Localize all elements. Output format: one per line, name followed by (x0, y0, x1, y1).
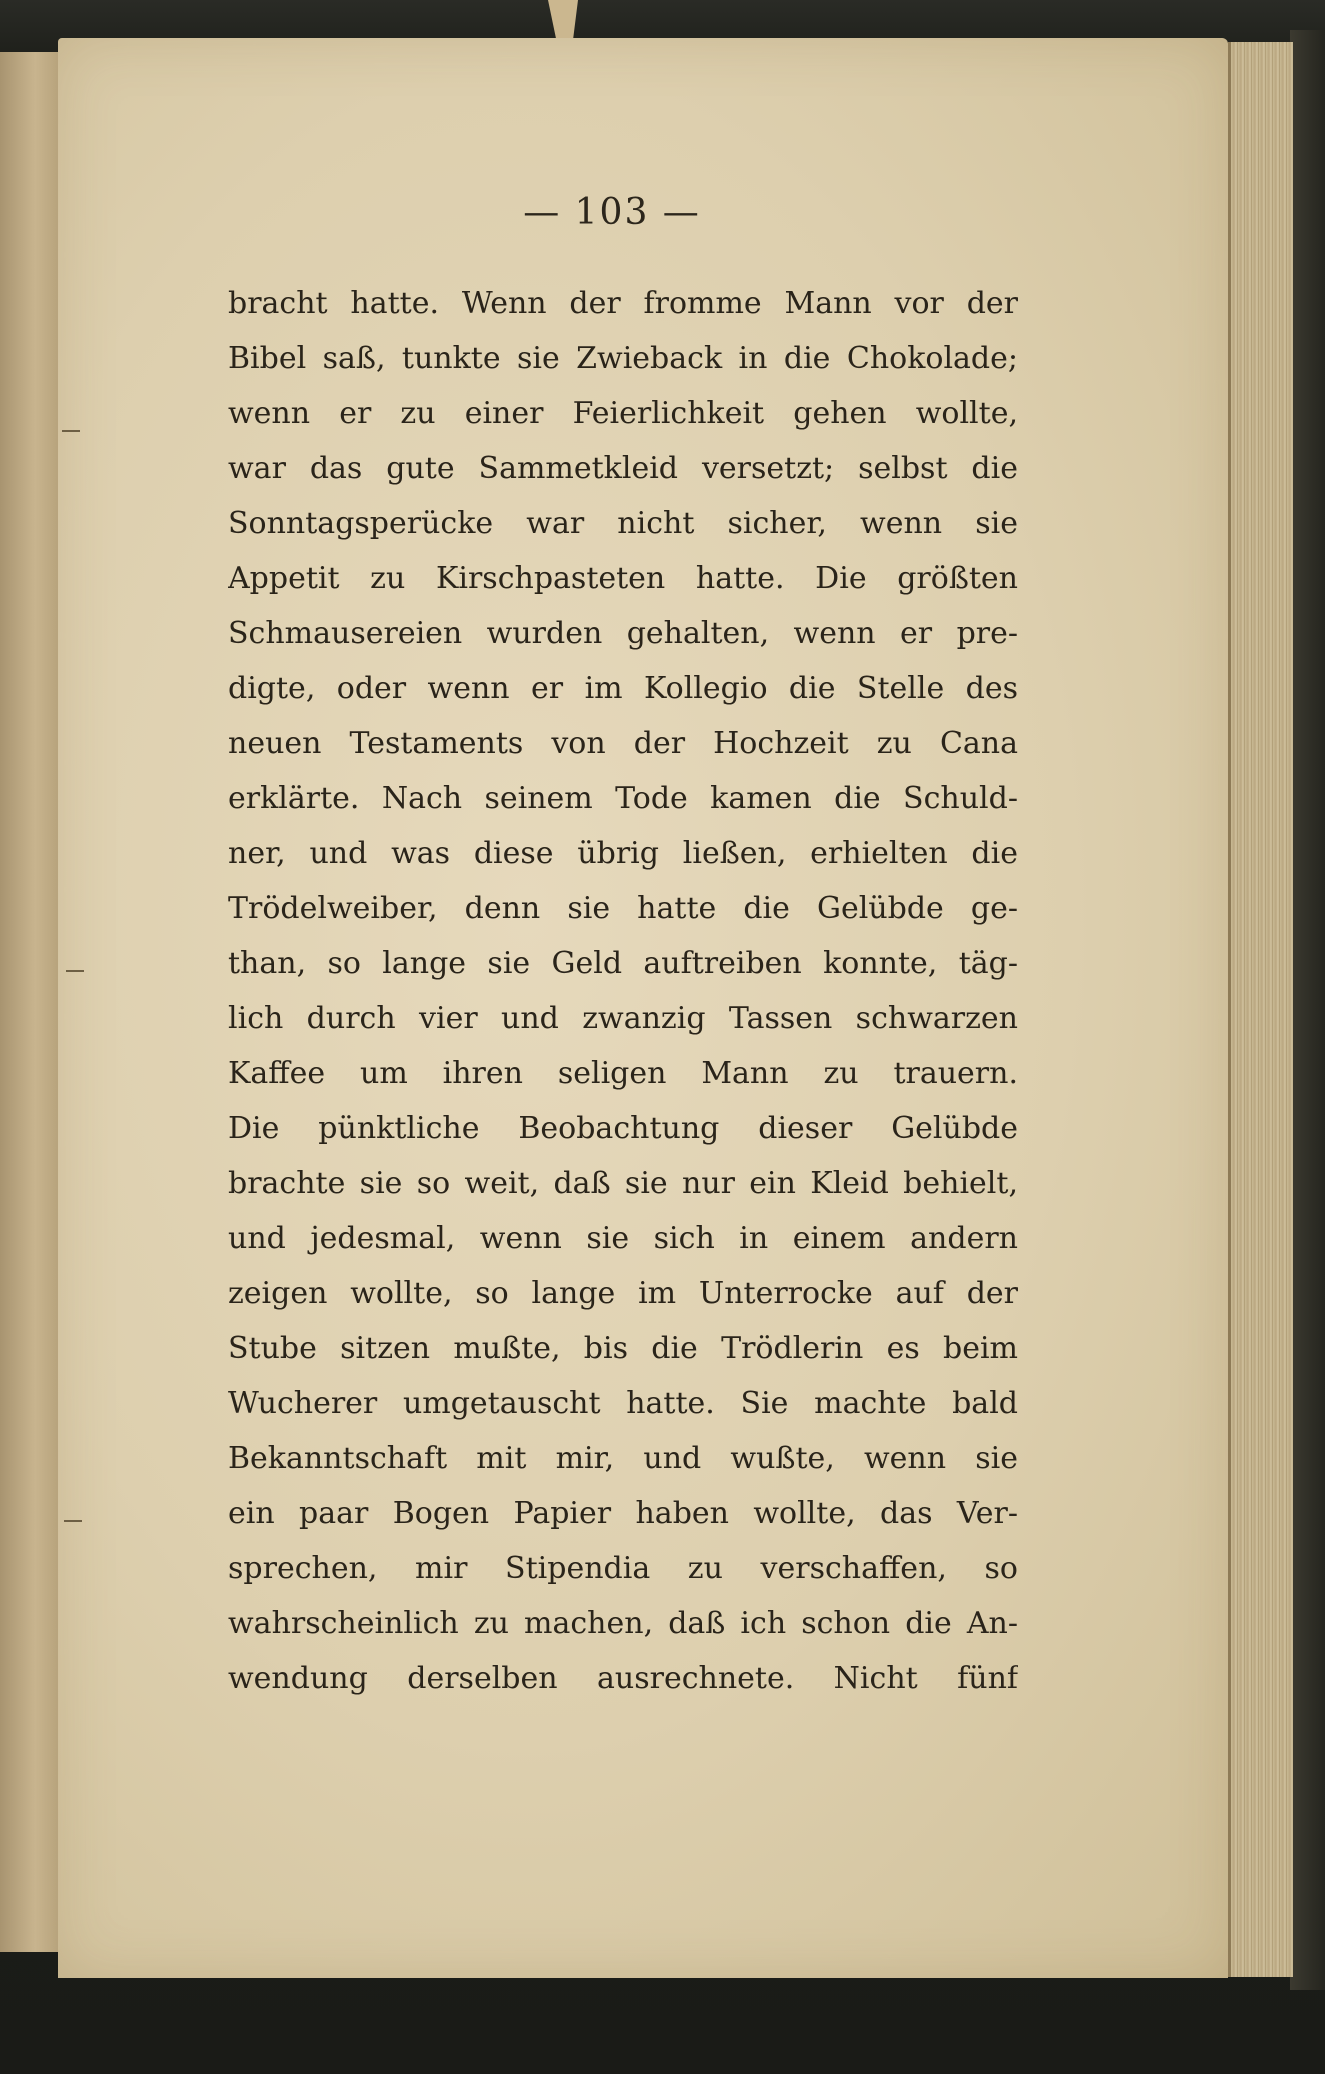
margin-mark (62, 430, 80, 432)
book-cover-edge (1290, 30, 1325, 1990)
text-line: than, so lange sie Geld auftreiben konnte, täg- (228, 946, 1018, 981)
left-page-edge (0, 52, 66, 1952)
text-line: brachte sie so weit, daß sie nur ein Kleid behielt, (228, 1166, 1018, 1201)
text-line: war das gute Sammetkleid versetzt; selbst die (228, 451, 1018, 486)
text-line: wenn er zu einer Feierlichkeit gehen wollte, (228, 396, 1018, 431)
text-line: Schmausereien wurden gehalten, wenn er pre- (228, 616, 1018, 651)
text-line: bracht hatte. Wenn der fromme Mann vor der (228, 286, 1018, 321)
page-stack-edges (1228, 42, 1293, 1977)
text-line: ein paar Bogen Papier haben wollte, das Ver- (228, 1496, 1018, 1531)
text-line: Kaffee um ihren seligen Mann zu trauern. (228, 1056, 1018, 1091)
text-line: erklärte. Nach seinem Tode kamen die Schuld- (228, 781, 1018, 816)
text-line: sprechen, mir Stipendia zu verschaffen, so (228, 1551, 1018, 1586)
text-line: lich durch vier und zwanzig Tassen schwarzen (228, 1001, 1018, 1036)
text-line: Wucherer umgetauscht hatte. Sie machte bald (228, 1386, 1018, 1421)
margin-mark (66, 970, 84, 972)
page-number: — 103 — (523, 192, 701, 233)
text-line: wendung derselben ausrechnete. Nicht fünf (228, 1661, 1018, 1696)
text-line: und jedesmal, wenn sie sich in einem andern (228, 1221, 1018, 1256)
text-line: Appetit zu Kirschpasteten hatte. Die größten (228, 561, 1018, 596)
text-line: Bekanntschaft mit mir, und wußte, wenn sie (228, 1441, 1018, 1476)
text-line: Stube sitzen mußte, bis die Trödlerin es beim (228, 1331, 1018, 1366)
text-line: wahrscheinlich zu machen, daß ich schon die An- (228, 1606, 1018, 1641)
text-line: Trödelweiber, denn sie hatte die Gelübde ge- (228, 891, 1018, 926)
text-line: Die pünktliche Beobachtung dieser Gelübde (228, 1111, 1018, 1146)
text-line: digte, oder wenn er im Kollegio die Stelle des (228, 671, 1018, 706)
text-line: neuen Testaments von der Hochzeit zu Cana (228, 726, 1018, 761)
text-line: Bibel saß, tunkte sie Zwieback in die Chokolade; (228, 341, 1018, 376)
text-line: ner, und was diese übrig ließen, erhielten die (228, 836, 1018, 871)
text-line: zeigen wollte, so lange im Unterrocke auf der (228, 1276, 1018, 1311)
margin-mark (64, 1520, 82, 1522)
text-line: Sonntagsperücke war nicht sicher, wenn sie (228, 506, 1018, 541)
body-text (228, 276, 1018, 1706)
